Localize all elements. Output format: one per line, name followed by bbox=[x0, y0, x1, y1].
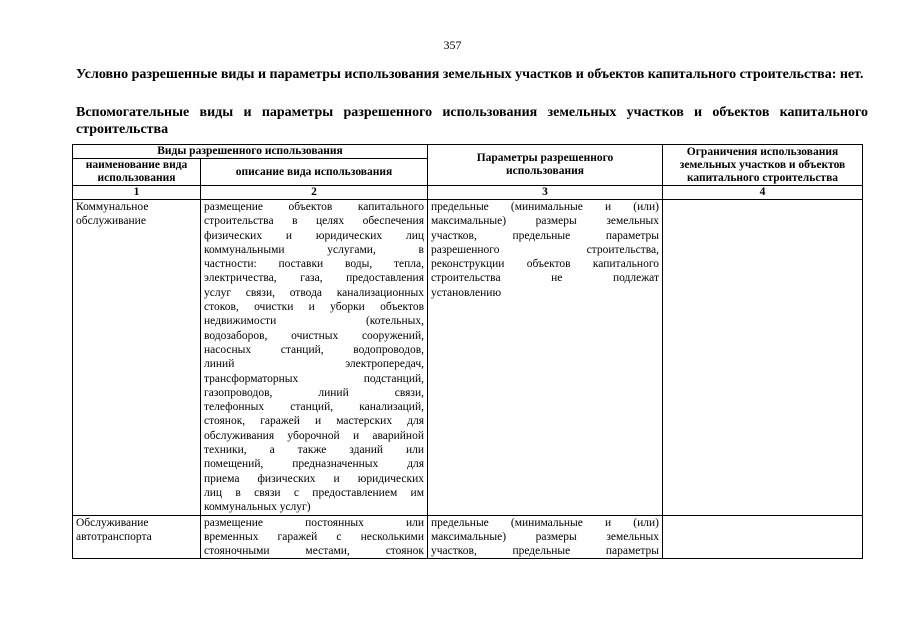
parameters-line: участков, предельные параметры bbox=[431, 545, 659, 558]
description-line: стояночными местами, стоянок bbox=[204, 545, 424, 558]
restrictions-cell bbox=[663, 515, 863, 559]
column-number-1: 1 bbox=[73, 186, 201, 200]
use-name-line: обслуживание bbox=[76, 215, 146, 228]
parameters-header: Параметры разрешенного использования bbox=[428, 145, 663, 186]
description-line: помещений, предназначенных для bbox=[204, 458, 424, 471]
column-number-4: 4 bbox=[663, 186, 863, 200]
land-use-table bbox=[72, 144, 863, 559]
use-name-line: автотранспорта bbox=[76, 530, 152, 543]
description-line: стоков, очистки и уборки объектов bbox=[204, 301, 424, 314]
description-line: насосных станций, водопроводов, bbox=[204, 343, 424, 356]
description-line: коммунальными услугами, в bbox=[204, 243, 424, 256]
description-line: временных гаражей с несколькими bbox=[204, 530, 424, 543]
parameters-line: строительства не подлежат bbox=[431, 272, 659, 285]
description-line: лиц в связи с предоставлением им bbox=[204, 486, 424, 499]
parameters-line: установлению bbox=[431, 286, 502, 299]
parameters-line: реконструкции объектов капитального bbox=[431, 258, 659, 271]
description-line: размещение объектов капитального bbox=[204, 201, 424, 213]
use-name-line: Обслуживание bbox=[76, 516, 149, 529]
use-description-cell bbox=[201, 200, 428, 516]
use-description-header: описание вида использования bbox=[201, 159, 428, 186]
description-line: водозаборов, очистных сооружений, bbox=[204, 329, 424, 342]
parameters-line: предельные (минимальные и (или) bbox=[431, 201, 659, 213]
table-row bbox=[73, 200, 863, 516]
description-line: размещение постоянных или bbox=[204, 516, 424, 529]
conditional-uses-heading: Условно разрешенные виды и параметры использования земельных участков и объектов капитального строительства: нет. bbox=[76, 67, 864, 82]
description-line: газопроводов, линий связи, bbox=[204, 386, 424, 399]
description-line: физических и юридических лиц bbox=[204, 229, 424, 242]
auxiliary-uses-heading: Вспомогательные виды и параметры разрешенного использования земельных участков и объектов капитального строительства bbox=[76, 105, 868, 137]
page-number: 357 bbox=[443, 38, 462, 52]
parameters-line: разрешенного строительства, bbox=[431, 243, 659, 256]
restrictions-header: Ограничения использования земельных участков и объектов капитального строительства bbox=[663, 145, 863, 186]
column-number-2: 2 bbox=[201, 186, 428, 200]
description-line: линий электропередач, bbox=[204, 358, 424, 371]
parameters-line: участков, предельные параметры bbox=[431, 229, 659, 242]
description-line: коммунальных услуг) bbox=[204, 501, 311, 514]
use-types-group-header: Виды разрешенного использования bbox=[73, 145, 428, 159]
description-line: техники, а также зданий или bbox=[204, 444, 424, 457]
parameters-line: предельные (минимальные и (или) bbox=[431, 516, 659, 529]
description-line: строительства в целях обеспечения bbox=[204, 215, 424, 228]
description-line: стоянок, гаражей и мастерских для bbox=[204, 415, 424, 428]
table-row bbox=[73, 515, 863, 559]
restrictions-cell bbox=[663, 200, 863, 516]
description-line: телефонных станций, канализаций, bbox=[204, 401, 424, 414]
use-name-line: Коммунальное bbox=[76, 201, 149, 213]
description-line: недвижимости (котельных, bbox=[204, 315, 424, 328]
parameters-cell bbox=[428, 200, 663, 516]
use-name-header: наименование вида использования bbox=[73, 159, 201, 186]
description-line: трансформаторных подстанций, bbox=[204, 372, 424, 385]
parameters-line: максимальные) размеры земельных bbox=[431, 530, 659, 543]
use-description-cell bbox=[201, 515, 428, 559]
description-line: услуг связи, отвода канализационных bbox=[204, 286, 424, 299]
description-line: приема физических и юридических bbox=[204, 472, 424, 485]
use-name-cell bbox=[73, 515, 201, 559]
description-line: электричества, газа, предоставления bbox=[204, 272, 424, 285]
column-number-3: 3 bbox=[428, 186, 663, 200]
description-line: обслуживания уборочной и аварийной bbox=[204, 429, 424, 442]
parameters-line: максимальные) размеры земельных bbox=[431, 215, 659, 228]
description-line: частности: поставки воды, тепла, bbox=[204, 258, 424, 271]
use-name-cell bbox=[73, 200, 201, 516]
parameters-cell bbox=[428, 515, 663, 559]
